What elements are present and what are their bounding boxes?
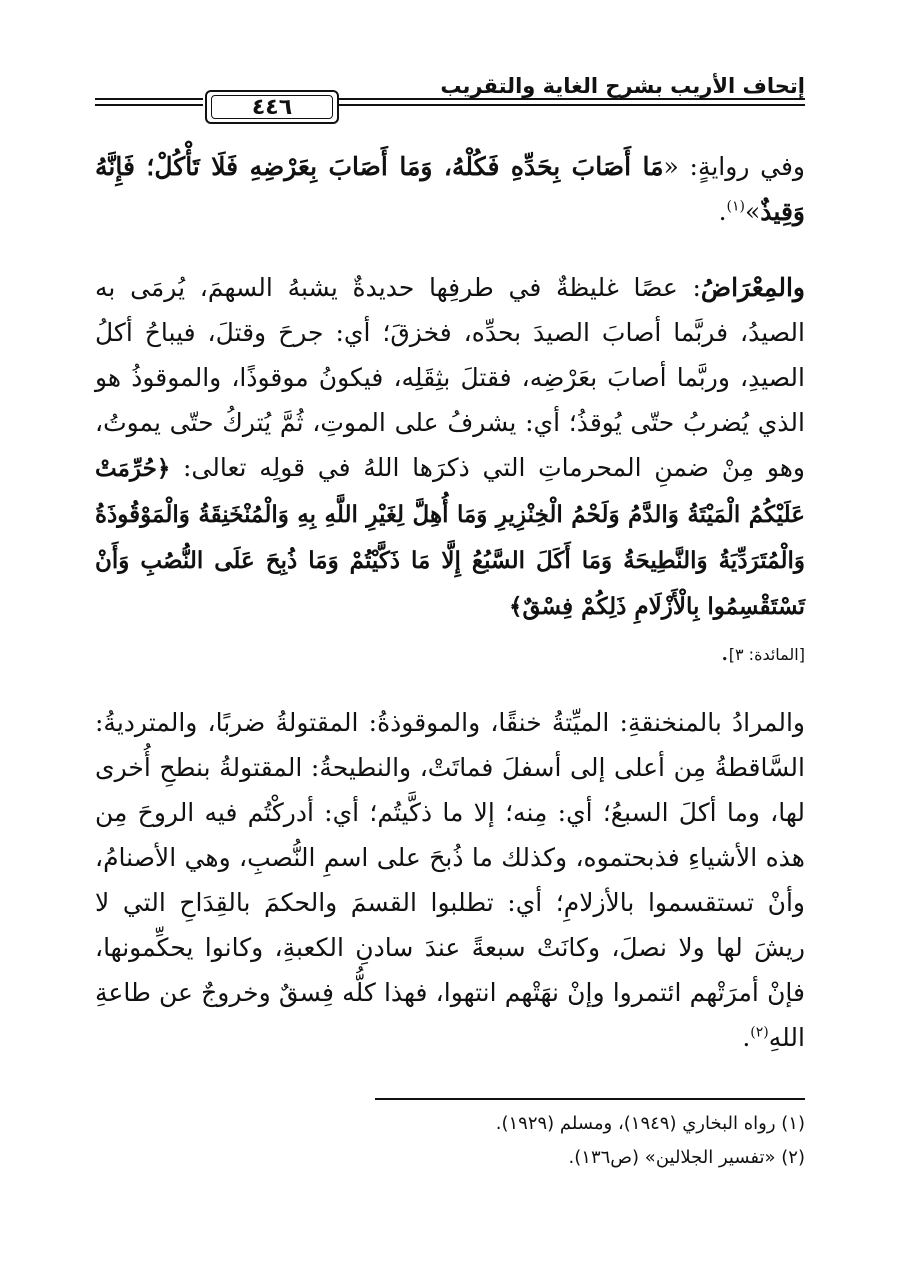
paragraph-miraad-definition [95,265,805,677]
header-rule [337,98,805,100]
hadith-quote: مَا أَصَابَ بِحَدِّهِ فَكُلْهُ، وَمَا أَصَابَ بِعَرْضِهِ فَلَا تَأْكُلْ؛ فَإِنَّهُ وَقِيذٌ [95,152,805,226]
period: . [742,1023,751,1052]
closing-quote: » [745,197,761,226]
defined-term: والمِعْرَاضُ [700,273,805,302]
running-header-title: إتحاف الأريب بشرح الغاية والتقريب [440,74,805,98]
footnote-2: (٢) «تفسير الجلالين» (ص١٣٦). [568,1147,805,1168]
paragraph-explanation [95,700,805,1060]
page-number: ٤٤٦ [211,95,333,119]
paragraph-hadith-narration [95,144,805,234]
header-rule [337,104,805,106]
intro-text: وفي روايةٍ: « [663,152,805,181]
footnote-1: (١) رواه البخاري (١٩٤٩)، ومسلم (١٩٢٩). [495,1113,805,1134]
footnote-separator [375,1098,805,1100]
footnote-ref-1[interactable]: (١) [726,198,745,215]
period: . [720,637,729,666]
definition-text: : عصًا غليظةٌ في طرفِها حديدةٌ يشبهُ السهمَ، يُرمَى به الصيدُ، فربَّما أصابَ الصيدَ بحدِّه، فخزقَ؛ أي: جرحَ وقتلَ، فيباحُ أكلُ الصيدِ، وربَّما أصابَ بعَرْضِه، فقتلَ بثِقَلِه، فيكونُ موقوذًا، والموقوذُ هو الذي يُضربُ حتّى يُوقذُ؛ أي: يشرفُ على الموتِ، ثُمَّ يُتركُ حتّى يموتُ، وهو مِنْ ضمنِ المحرماتِ التي ذكرَها اللهُ في قولِه تعالى: [95,273,805,482]
page-number-frame [205,90,339,124]
explanation-text: والمرادُ بالمنخنقةِ: الميِّتةُ خنقًا، والموقوذةُ: المقتولةُ ضربًا، والمترديةُ: السَّاقطةُ مِن أعلى إلى أسفلَ فماتَتْ، والنطيحةُ: المقتولةُ بنطحِ أُخرى لها، وما أكلَ السبعُ؛ أي: مِنه؛ إلا ما ذكَّيتُم؛ أي: أدركْتُم فيه الروحَ مِن هذه الأشياءِ فذبحتموه، وكذلك ما ذُبحَ على اسمِ النُّصبِ، وهي الأصنامُ، وأنْ تستقسموا بالأزلامِ؛ أي: تطلبوا القسمَ والحكمَ بالقِدَاحِ التي لا ريشَ لها ولا نصلَ، وكانَتْ سبعةً عندَ سادنِ الكعبةِ، وكانوا يحكِّمونها، فإنْ أمرَتْهم ائتمروا وإنْ نهَتْهم انتهوا، فهذا كلُّه فِسقٌ وخروجٌ عن طاعةِ اللهِ [95,708,805,1052]
verse-reference: [المائدة: ٣] [728,645,805,664]
quran-verse: ﴿حُرِّمَتْ عَلَيْكُمُ الْمَيْتَةُ وَالدَّمُ وَلَحْمُ الْخِنْزِيرِ وَمَا أُهِلَّ لِغَيْرِ اللَّهِ بِهِ وَالْمُنْخَنِقَةُ وَالْمَوْقُوذَةُ وَالْمُتَرَدِّيَةُ وَالنَّطِيحَةُ وَمَا أَكَلَ السَّبُعُ إِلَّا مَا ذَكَّيْتُمْ وَمَا ذُبِحَ عَلَى النُّصُبِ وَأَنْ تَسْتَقْسِمُوا بِالْأَزْلَامِ ذَلِكُمْ فِسْقٌ﴾ [95,455,805,620]
header-rule [95,104,203,106]
period: . [718,197,727,226]
footnote-ref-2[interactable]: (٢) [750,1024,769,1041]
header-rule [95,98,203,100]
